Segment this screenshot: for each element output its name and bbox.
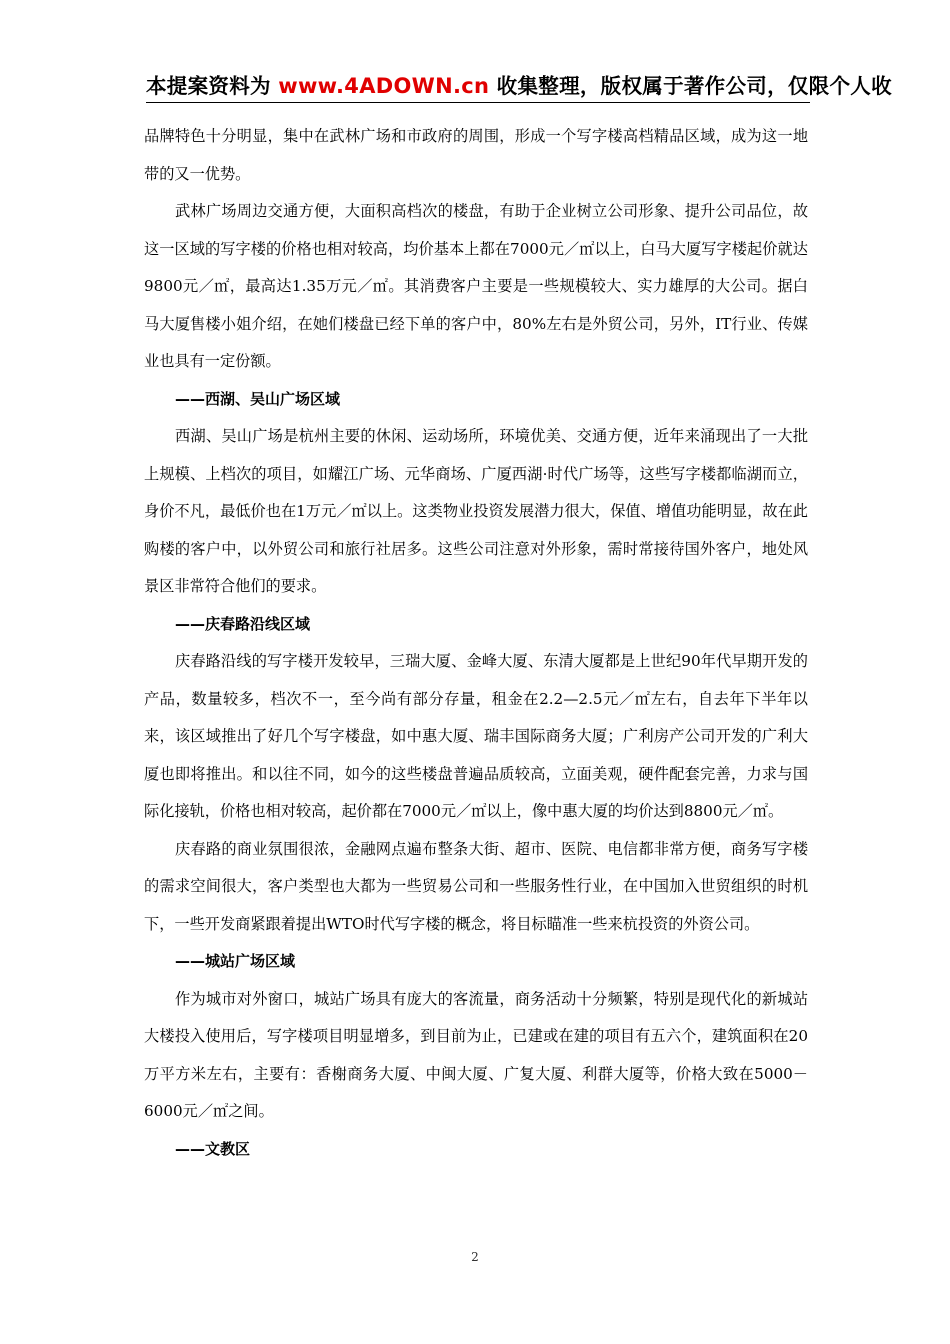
paragraph: 西湖、吴山广场是杭州主要的休闲、运动场所，环境优美、交通方便，近年来涌现出了一大批上规模、上档次的项目，如耀江广场、元华商场、广厦西湖·时代广场等，这些写字楼都临湖而立，身价不凡，最低价也在1万元／㎡以上。这类物业投资发展潜力很大，保值、增值功能明显，故在此购楼的客户中，以外贸公司和旅行社居多。这些公司注意对外形象，需时常接待国外客户，地处风景区非常符合他们的要求。 [144,427,808,595]
header-prefix: 本提案资料为 [146,74,279,98]
section-heading: ——庆春路沿线区域 [175,614,311,633]
paragraph: 品牌特色十分明显，集中在武林广场和市政府的周围，形成一个写字楼高档精品区域，成为这一地带的又一优势。 [144,127,808,183]
paragraph: 庆春路沿线的写字楼开发较早，三瑞大厦、金峰大厦、东清大厦都是上世纪90年代早期开发的产品，数量较多，档次不一，至今尚有部分存量，租金在2.2—2.5元／㎡左右，自去年下半年以来，该区域推出了好几个写字楼盘，如中惠大厦、瑞丰国际商务大厦；广利房产公司开发的广利大厦也即将推出。和以往不同，如今的这些楼盘普遍品质较高，立面美观，硬件配套完善，力求与国际化接轨，价格也相对较高，起价都在7000元／㎡以上，像中惠大厦的均价达到8800元／㎡。 [144,652,808,820]
section-heading: ——西湖、吴山广场区域 [175,389,341,408]
header-rule [146,102,810,103]
section-heading: ——文教区 [175,1139,251,1158]
paragraph: 武林广场周边交通方便，大面积高档次的楼盘，有助于企业树立公司形象、提升公司品位，故这一区域的写字楼的价格也相对较高，均价基本上都在7000元／㎡以上，白马大厦写字楼起价就达9800元／㎡，最高达1.35万元／㎡。其消费客户主要是一些规模较大、实力雄厚的大公司。据白马大厦售楼小姐介绍，在她们楼盘已经下单的客户中，80%左右是外贸公司，另外，IT行业、传媒业也具有一定份额。 [144,202,808,370]
page-number: 2 [471,1250,479,1264]
paragraph: 庆春路的商业氛围很浓，金融网点遍布整条大街、超市、医院、电信都非常方便，商务写字楼的需求空间很大，客户类型也大都为一些贸易公司和一些服务性行业，在中国加入世贸组织的时机下，一些开发商紧跟着提出WTO时代写字楼的概念，将目标瞄准一些来杭投资的外资公司。 [144,839,808,933]
header-url: www.4ADOWN.cn [278,74,490,98]
section-heading: ——城站广场区域 [175,952,296,970]
paragraph: 作为城市对外窗口，城站广场具有庞大的客流量，商务活动十分频繁，特别是现代化的新城站大楼投入使用后，写字楼项目明显增多，到目前为止，已建或在建的项目有五六个，建筑面积在20万平方米左右，主要有：香榭商务大厦、中闽大厦、广复大厦、利群大厦等，价格大致在5000－6000元／㎡之间。 [144,989,808,1120]
document-header [146,72,950,100]
document-body [144,118,808,1168]
header-suffix: 收集整理，版权属于著作公司，仅限个人收 [489,74,892,98]
